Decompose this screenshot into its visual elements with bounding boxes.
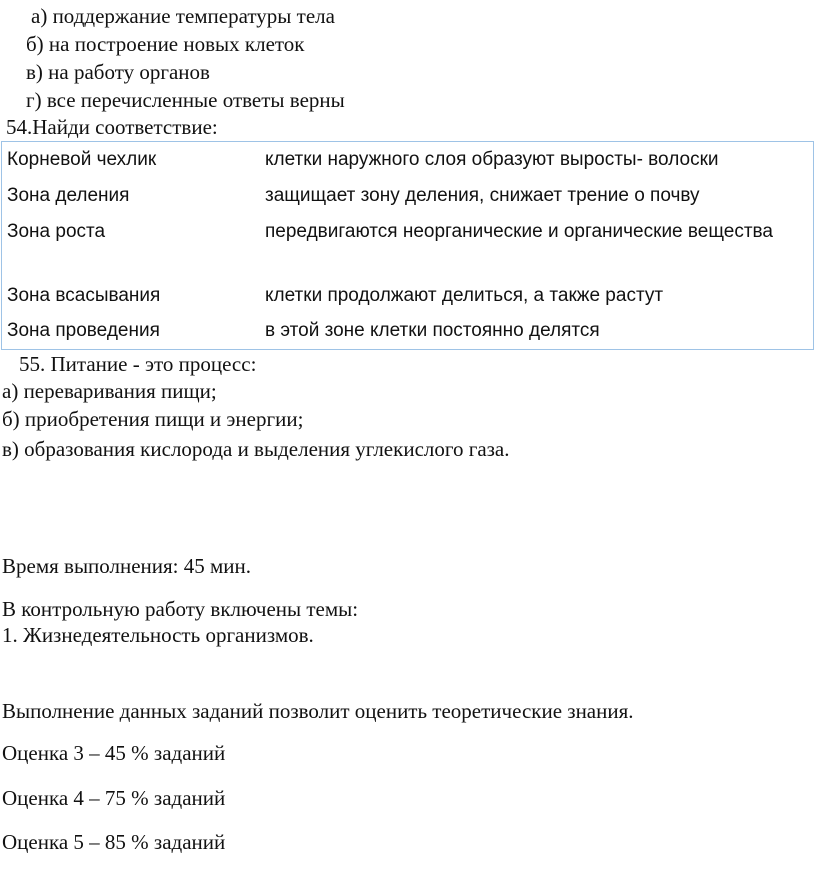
option-v-prev: в) на работу органов (26, 60, 210, 84)
option-g-prev: г) все перечисленные ответы верны (26, 88, 345, 112)
option-b-prev: б) на построение новых клеток (26, 32, 305, 56)
topic-item: 1. Жизнедеятельность организмов. (2, 623, 314, 647)
table-cell-right: защищает зону деления, снижает трение о почву (265, 185, 700, 206)
topics-intro: В контрольную работу включены темы: (2, 597, 359, 621)
match-table (1, 141, 814, 350)
table-cell-left: Зона всасывания (7, 285, 161, 306)
assessment-note: Выполнение данных заданий позволит оценить теоретические знания. (2, 699, 634, 723)
table-cell-left: Зона проведения (7, 320, 160, 341)
question-54-title: 54.Найди соответствие: (6, 115, 218, 139)
q55-option-v: в) образования кислорода и выделения углекислого газа. (2, 437, 510, 461)
table-cell-left: Зона роста (7, 221, 106, 242)
grade-4: Оценка 4 – 75 % заданий (2, 786, 226, 810)
q55-option-a: а) переваривания пищи; (2, 379, 217, 403)
table-cell-right: клетки продолжают делиться, а также растут (265, 285, 664, 306)
question-55-title: 55. Питание - это процесс: (19, 352, 257, 376)
q55-option-b: б) приобретения пищи и энергии; (2, 407, 304, 431)
table-cell-right: передвигаются неорганические и органические вещества (265, 221, 773, 242)
time-limit: Время выполнения: 45 мин. (2, 554, 252, 578)
option-a-prev: а) поддержание температуры тела (31, 4, 335, 28)
grade-3: Оценка 3 – 45 % заданий (2, 741, 226, 765)
table-cell-left: Зона деления (7, 185, 130, 206)
grade-5: Оценка 5 – 85 % заданий (2, 830, 226, 854)
table-cell-left: Корневой чехлик (7, 149, 157, 170)
table-cell-right: в этой зоне клетки постоянно делятся (265, 320, 600, 341)
table-cell-right: клетки наружного слоя образуют выросты- волоски (265, 149, 719, 170)
